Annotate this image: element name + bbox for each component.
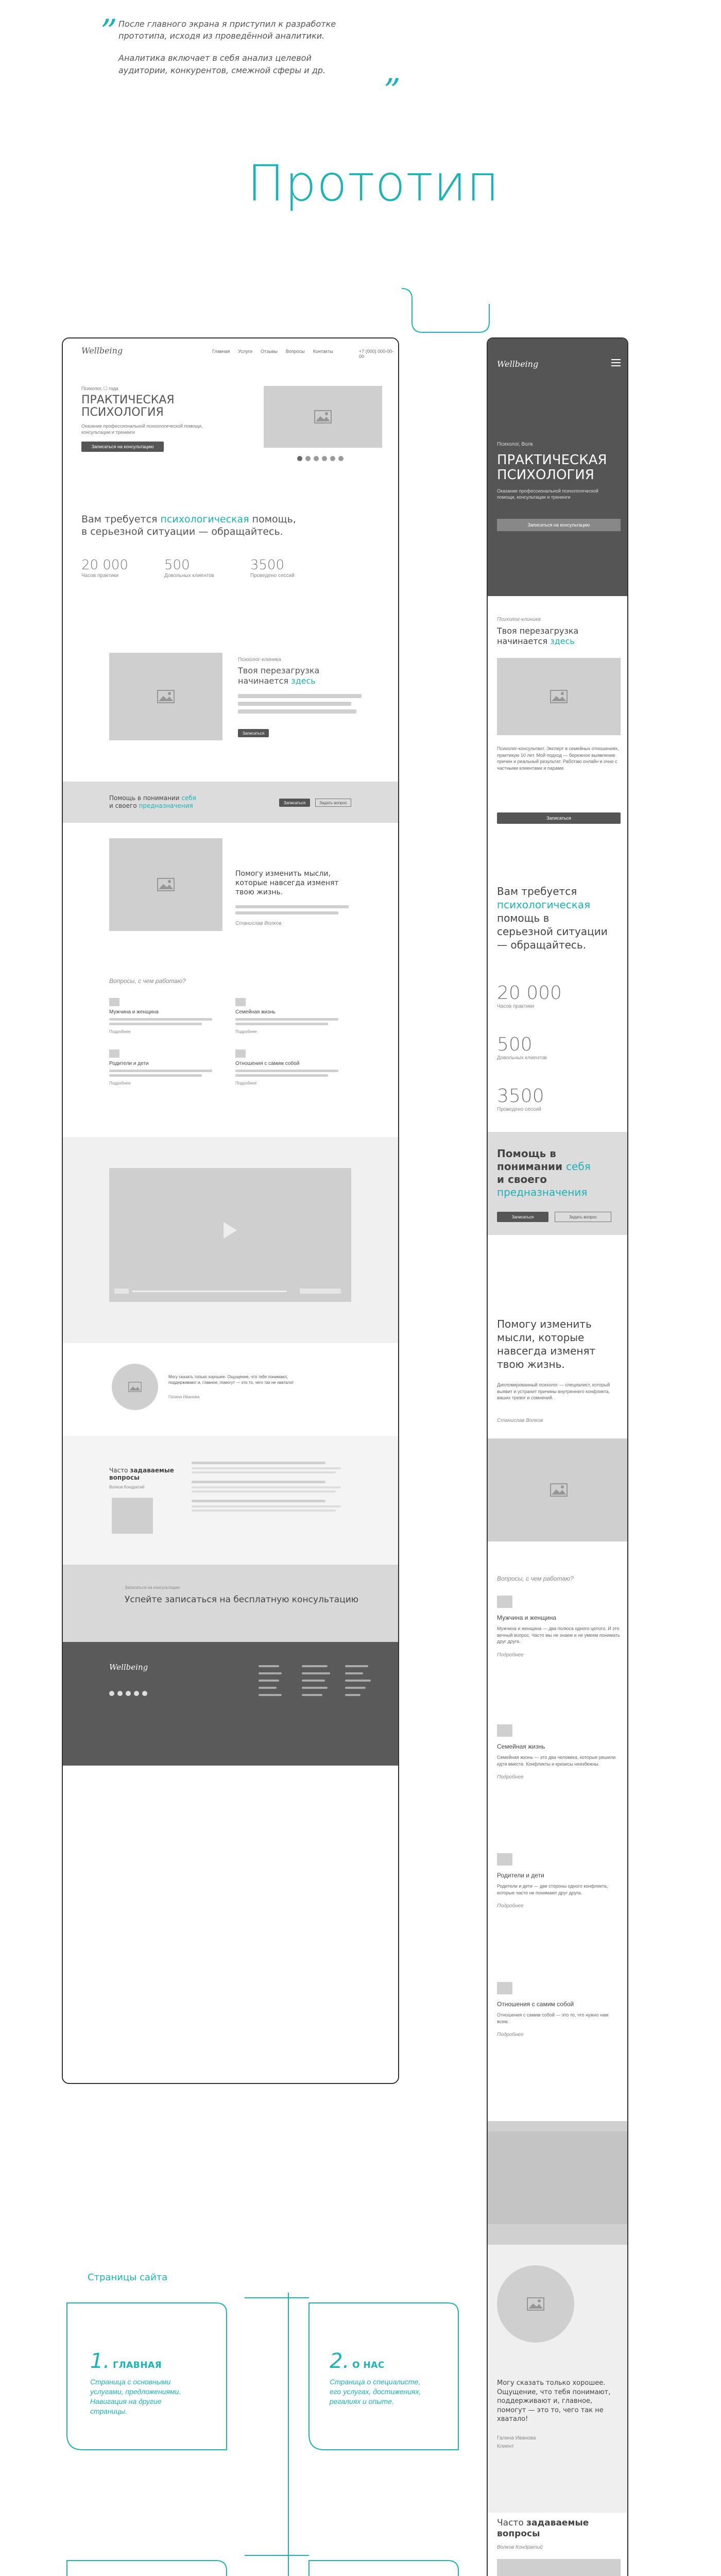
- mobile-review-name: Галина Иванова: [497, 2435, 536, 2441]
- mobile-need-4: — обращайтесь.: [497, 939, 587, 951]
- page-title: ГЛАВНАЯ: [113, 2360, 162, 2370]
- page-heading: Прототип: [247, 155, 500, 212]
- desktop-change-title: Помогу изменить мысли, которые навсегда изменят твою жизнь.: [235, 870, 339, 897]
- topic-more-link[interactable]: Подробнее: [109, 1029, 131, 1034]
- mobile-reboot-title-1: Твоя перезагрузка: [497, 626, 579, 636]
- mobile-faq-1: Часто: [497, 2518, 524, 2528]
- mobile-help-button-2[interactable]: Задать вопрос: [555, 1212, 611, 1222]
- nav-item-services[interactable]: Услуги: [238, 349, 252, 354]
- desktop-cta-title: Успейте записаться на бесплатную консультацию: [125, 1595, 359, 1605]
- stat-label: Часов практики: [81, 573, 119, 579]
- desktop-hero-text: Оказание профессиональной психологической помощи, консультации и тренинги: [81, 423, 203, 435]
- desktop-help-title-1: Помощь в понимании: [109, 794, 180, 802]
- desktop-need-title-1: Вам требуется: [81, 514, 158, 525]
- mobile-help-teal2: предназначения: [497, 1186, 588, 1198]
- stat-value: 20 000: [497, 982, 562, 1004]
- topic-title: Семейная жизнь: [497, 1743, 545, 1750]
- sitemap-title: Страницы сайта: [88, 2272, 168, 2283]
- sitemap-page-card[interactable]: [90, 2349, 214, 2416]
- mobile-need-teal: психологическая: [497, 899, 591, 911]
- desktop-reboot-title-2: начинается: [238, 676, 288, 686]
- topic-more-link[interactable]: Подробнее: [497, 1774, 524, 1781]
- mobile-help-2: понимании: [497, 1160, 563, 1173]
- mobile-faq-sub: Волков Кондратий: [497, 2545, 543, 2550]
- mobile-reboot-small: Психолог-клиника: [497, 617, 541, 622]
- desktop-logo[interactable]: Wellbeing: [81, 346, 123, 355]
- mobile-change-author: Станислав Волков: [497, 1418, 543, 1423]
- desktop-phone[interactable]: +7 (000) 000-00-00: [359, 349, 394, 359]
- desktop-faq-title-2: задаваемые: [130, 1467, 174, 1474]
- nav-item-home[interactable]: Главная: [212, 349, 230, 354]
- stat-label: Часов практики: [497, 1004, 535, 1009]
- mobile-review-text: Могу сказать только хорошее. Ощущение, что тебя понимают, поддерживают и, главное, помогут — это то, чего так не хватало!: [497, 2379, 611, 2424]
- mobile-change-text: Дипломированный психолог — специалист, который выявит и устранит причины внутреннего конфликта, ваших тревог и сомнений.: [497, 1382, 610, 1401]
- footer-logo[interactable]: Wellbeing: [109, 1663, 148, 1672]
- topic-text: Мужчина и женщина — два полюса одного целого. И это вечный вопрос. Часто мы не знаем и не умеем понимать друг друга.: [497, 1626, 620, 1645]
- page-num: 2.: [330, 2349, 350, 2373]
- topic-text: Родители и дети — две стороны одного конфликта, которые часто не понимают друг друга.: [497, 1884, 608, 1895]
- sitemap-page-card[interactable]: [330, 2349, 448, 2406]
- topic-title: Отношения с самим собой: [235, 1061, 300, 1066]
- desktop-reboot-title-1: Твоя перезагрузка: [238, 666, 320, 675]
- mobile-hero-text: Оказание профессиональной психологической помощи, консультации и тренинги: [497, 488, 598, 500]
- nav-item-faq[interactable]: Вопросы: [285, 349, 305, 354]
- mobile-need-1: Вам требуется: [497, 885, 577, 897]
- stat-label: Проведено сессий: [497, 1107, 541, 1112]
- topic-text: Семейная жизнь — это два человека, которые решили идти вместе. Конфликты и кризисы неизбежны.: [497, 1755, 616, 1767]
- mobile-help-teal: себя: [566, 1160, 591, 1173]
- desktop-help-button-2[interactable]: Задать вопрос: [315, 799, 351, 807]
- desktop-review-name: Галина Иванова: [168, 1395, 200, 1399]
- desktop-help-title-teal2: предназначения: [139, 802, 193, 809]
- topic-title: Отношения с самим собой: [497, 2001, 574, 2008]
- stat-label: Довольных клиентов: [164, 573, 214, 579]
- desktop-reboot-title-teal: здесь: [291, 676, 316, 686]
- mobile-hero-title-2: ПСИХОЛОГИЯ: [497, 467, 594, 483]
- desktop-help-button-1[interactable]: Записаться: [279, 799, 310, 807]
- desktop-faq-title-3: вопросы: [109, 1474, 140, 1482]
- desktop-faq-title-1: Часто: [109, 1467, 128, 1474]
- nav-item-reviews[interactable]: Отзывы: [260, 349, 278, 354]
- mobile-need-2: помощь в: [497, 912, 550, 924]
- topic-title: Родители и дети: [109, 1061, 149, 1066]
- intro-line-4: аудитории, конкурентов, смежной сферы и др.: [118, 65, 326, 75]
- desktop-cta-small: Записаться на консультацию: [125, 1585, 180, 1590]
- mobile-hero-small: Психолог, Волк: [497, 442, 533, 447]
- mobile-hero-button[interactable]: Записаться на консультацию: [497, 519, 621, 531]
- topic-text: Отношения с самим собой — это то, что нужно нам всем.: [497, 2012, 609, 2024]
- stat-value: 500: [164, 557, 190, 573]
- quote-mark-icon: ”: [100, 13, 117, 51]
- mobile-faq-2: задаваемые: [526, 2518, 589, 2528]
- mobile-help-button-1[interactable]: Записаться: [497, 1212, 548, 1222]
- mobile-reboot-title-teal: здесь: [550, 636, 575, 646]
- desktop-help-title-teal: себя: [181, 794, 196, 802]
- mobile-reboot-button[interactable]: Записаться: [497, 812, 621, 824]
- topic-more-link[interactable]: Подробнее: [497, 2032, 524, 2038]
- topic-title: Семейная жизнь: [235, 1009, 276, 1015]
- desktop-reboot-button[interactable]: Записаться: [238, 729, 269, 737]
- page-desc: Страница о специалисте, его услугах, достижениях, регалиях и опыте.: [330, 2378, 421, 2405]
- mobile-reboot-text: Психолог-консультант. Эксперт в семейных отношениях, практикую 10 лет. Мой подход — бережное выявление причин и реальный результат. Работаю онлайн и очно с частными клиентами и парами.: [497, 746, 619, 771]
- page-num: 1.: [90, 2349, 110, 2373]
- stat-value: 3500: [250, 557, 285, 573]
- desktop-reboot-small: Психолог-клиника: [238, 657, 281, 663]
- stat-value: 3500: [497, 1086, 544, 1107]
- desktop-faq-sub: Волков Кондратий: [109, 1485, 145, 1489]
- desktop-need-title-3: в серьезной ситуации — обращайтесь.: [81, 526, 283, 537]
- topic-title: Мужчина и женщина: [497, 1614, 556, 1621]
- desktop-change-author: Станислав Волков: [235, 921, 282, 926]
- topic-more-link[interactable]: Подробнее: [109, 1081, 131, 1086]
- topic-more-link[interactable]: Подробнее: [235, 1029, 257, 1034]
- mobile-change-title: Помогу изменить мысли, которые навсегда изменят твою жизнь.: [497, 1318, 596, 1370]
- page-title: О НАС: [352, 2360, 385, 2370]
- desktop-hero-title-2: ПСИХОЛОГИЯ: [81, 406, 164, 419]
- desktop-hero-title-1: ПРАКТИЧЕСКАЯ: [81, 394, 175, 406]
- intro-line-2: прототипа, исходя из проведённой аналитики.: [118, 31, 325, 41]
- mobile-help-1: Помощь в: [497, 1147, 556, 1160]
- intro-line-1: После главного экрана я приступил к разработке: [118, 19, 336, 29]
- topic-more-link[interactable]: Подробнее: [235, 1081, 257, 1086]
- topic-more-link[interactable]: Подробнее: [497, 1903, 524, 1909]
- stat-label: Проведено сессий: [250, 573, 295, 579]
- desktop-hero-small: Психолог, ☐ года: [81, 386, 118, 391]
- mobile-logo[interactable]: Wellbeing: [497, 359, 539, 369]
- stat-label: Довольных клиентов: [497, 1055, 547, 1061]
- stat-value: 500: [497, 1034, 533, 1055]
- mobile-hero-title-1: ПРАКТИЧЕСКАЯ: [497, 452, 607, 468]
- page-desc: Страница с основными услугами, предложениями. Навигация на другие страницы.: [90, 2378, 181, 2415]
- topic-title: Родители и дети: [497, 1872, 544, 1879]
- mobile-topics-title: Вопросы, с чем работаю?: [497, 1575, 574, 1582]
- desktop-need-title-teal: психологическая: [160, 514, 249, 525]
- nav-item-contacts[interactable]: Контакты: [313, 349, 333, 354]
- intro-line-3: Аналитика включает в себя анализ целевой: [118, 53, 312, 63]
- desktop-hero-button[interactable]: Записаться на консультацию: [81, 442, 164, 452]
- quote-mark-icon: ”: [384, 72, 401, 110]
- desktop-topics-title: Вопросы, с чем работаю?: [109, 977, 186, 985]
- desktop-help-title-2: и своего: [109, 802, 137, 809]
- topic-title: Мужчина и женщина: [109, 1009, 159, 1015]
- desktop-need-title-2: помощь,: [252, 514, 296, 525]
- mobile-need-3: серьезной ситуации: [497, 925, 608, 938]
- mobile-reboot-title-2: начинается: [497, 636, 547, 646]
- stat-value: 20 000: [81, 557, 128, 573]
- mobile-faq-3: вопросы: [497, 2529, 540, 2539]
- mobile-help-3: и своего: [497, 1173, 547, 1185]
- mobile-review-place: Клиент: [497, 2444, 514, 2449]
- desktop-review-text: Могу сказать только хорошее. Ощущение, что тебя понимают, поддерживают и, главное, помогут — это то, чего так не хватало!: [168, 1375, 294, 1385]
- topic-more-link[interactable]: Подробнее: [497, 1652, 524, 1658]
